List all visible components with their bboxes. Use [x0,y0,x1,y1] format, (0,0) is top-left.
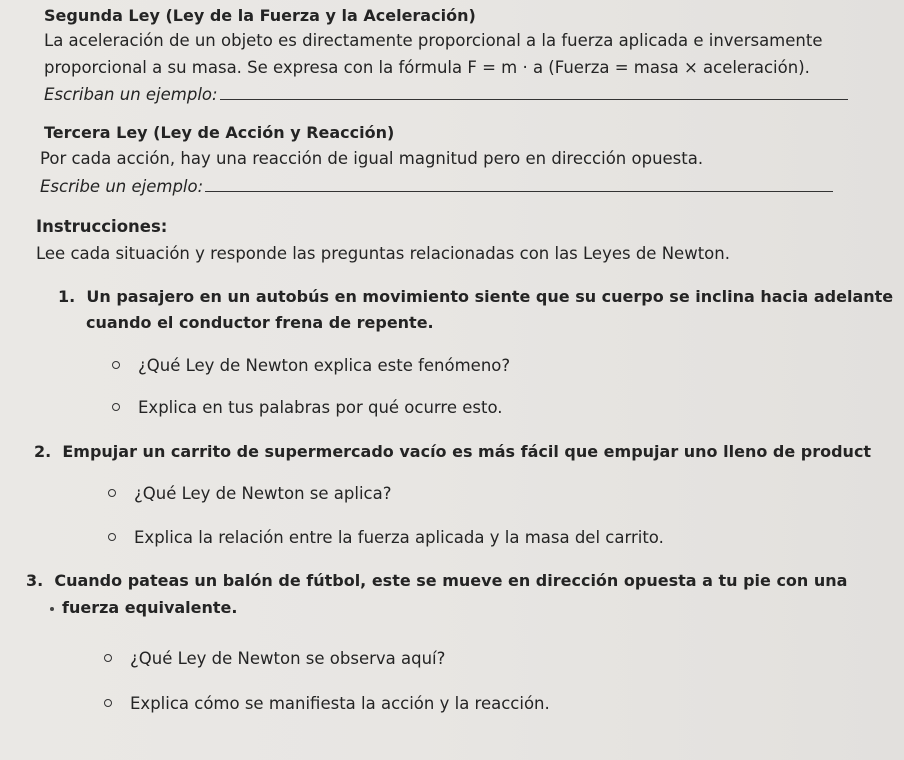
third-law-title: Tercera Ley (Ley de Acción y Reacción) [44,123,395,142]
question-2-text-1: Empujar un carrito de supermercado vacío es más fácil que empujar uno lleno de product [62,442,872,461]
question-1-sub-1: ¿Qué Ley de Newton explica este fenómeno? [138,356,511,375]
question-1-text-1: Un pasajero en un autobús en movimiento siente que su cuerpo se inclina hacia adelante [86,287,894,306]
third-law-example-blank[interactable] [205,176,833,192]
question-1-line-1 [58,286,893,308]
second-law-text-2: proporcional a su masa. Se expresa con la fórmula F = m · a (Fuerza = masa × aceleración). [44,58,810,77]
dot-mark-icon [50,607,54,611]
question-2-sub-1: ¿Qué Ley de Newton se aplica? [134,484,392,503]
question-3-sub-2-row [104,693,550,715]
second-law-text-1: La aceleración de un objeto es directamente proporcional a la fuerza aplicada e inversamente [44,31,823,50]
bullet-circle-icon [112,361,120,369]
bullet-circle-icon [112,403,120,411]
second-law-example-blank[interactable] [220,84,848,100]
question-3-line-2 [50,597,237,619]
question-3-sub-2: Explica cómo se manifiesta la acción y la reacción. [130,694,550,713]
third-law-example-row [40,176,833,198]
question-2-number: 2. [34,442,52,461]
question-3-line-1 [26,570,847,592]
question-3-number: 3. [26,571,44,590]
question-1-number: 1. [58,287,76,306]
second-law-example-row [44,84,848,106]
question-2-sub-2-row [108,527,664,549]
second-law-example-prompt: Escriban un ejemplo: [44,85,218,104]
third-law-example-prompt: Escribe un ejemplo: [40,177,204,196]
bullet-circle-icon [104,654,112,662]
question-1-text-2: cuando el conductor frena de repente. [86,313,434,332]
question-3-text-2: fuerza equivalente. [62,598,238,617]
instructions-heading: Instrucciones: [36,217,168,236]
instructions-text: Lee cada situación y responde las preguntas relacionadas con las Leyes de Newton. [36,244,730,263]
question-3-sub-1-row [104,648,445,670]
question-2-line-1 [34,441,871,463]
bullet-circle-icon [108,489,116,497]
question-2-sub-2: Explica la relación entre la fuerza aplicada y la masa del carrito. [134,528,664,547]
second-law-title: Segunda Ley (Ley de la Fuerza y la Aceleración) [44,6,476,25]
question-2-sub-1-row [108,483,391,505]
third-law-text-1: Por cada acción, hay una reacción de igual magnitud pero en dirección opuesta. [40,149,704,168]
question-1-sub-2: Explica en tus palabras por qué ocurre esto. [138,398,503,417]
question-1-sub-2-row [112,397,503,419]
question-3-text-1: Cuando pateas un balón de fútbol, este se mueve en dirección opuesta a tu pie con una [54,571,848,590]
question-1-sub-1-row [112,355,510,377]
question-3-sub-1: ¿Qué Ley de Newton se observa aquí? [130,649,446,668]
bullet-circle-icon [104,699,112,707]
bullet-circle-icon [108,533,116,541]
